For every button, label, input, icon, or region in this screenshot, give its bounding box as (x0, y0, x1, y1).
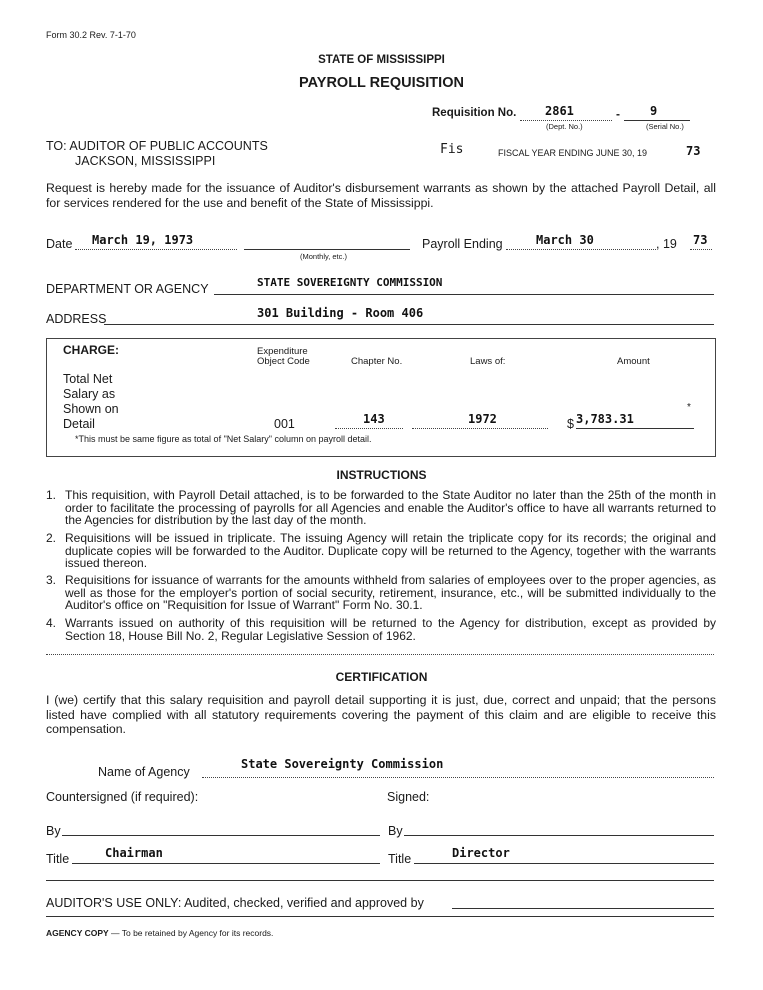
object-code-value: 001 (274, 417, 295, 431)
payroll-ending-value[interactable]: March 30 (536, 233, 594, 247)
date-label: Date (46, 237, 73, 251)
asterisk: * (687, 402, 691, 413)
by-signature-left[interactable] (62, 835, 380, 836)
laws-header: Laws of: (470, 356, 506, 367)
department-label: DEPARTMENT OR AGENCY (46, 282, 209, 296)
divider (46, 654, 714, 655)
object-code-header: Object Code (257, 356, 310, 367)
request-text: Request is hereby made for the issuance of Auditor's disbursement warrants as shown by the attached Payroll Detail, all for services rendered for the use and benefit of the State of Mississippi. (46, 181, 716, 210)
charge-label: CHARGE: (63, 343, 119, 357)
instruction-item: 3. Requisitions for issuance of warrants for the amounts withheld from salaries of employees over to the proper agencies, as well as those for the employer's portion of social security, retirement, insurance, etc., will be submitted individually to the Auditor's office on "Requisition for Issue of Warrant" Form No. 30.1. (46, 573, 716, 613)
title-value-right[interactable]: Director (452, 846, 510, 860)
by-label-left: By (46, 824, 61, 838)
footer-note: AGENCY COPY — To be retained by Agency for its records. (46, 928, 274, 938)
amount-value[interactable]: 3,783.31 (576, 412, 634, 426)
state-heading: STATE OF MISSISSIPPI (318, 54, 445, 66)
title-label-left: Title (46, 852, 70, 866)
to-address-line1: TO: AUDITOR OF PUBLIC ACCOUNTS (46, 139, 268, 153)
dept-no-caption: (Dept. No.) (546, 122, 583, 131)
agency-name-label: Name of Agency (98, 765, 190, 779)
date-value[interactable]: March 19, 1973 (92, 233, 194, 247)
fiscal-year-value: 73 (686, 144, 701, 158)
address-label: ADDRESS (46, 312, 107, 326)
instruction-item: 1. This requisition, with Payroll Detail attached, is to be forwarded to the State Auditor no later than the 25th of the month in order to facilitate the processing of payrolls for all Agencies and enable the Auditor's office to have all warrants returned to the Agencies for distribution by the last day of the month. (46, 488, 716, 528)
instruction-item: 2. Requisitions will be issued in triplicate. The issuing Agency will retain the triplicate copy for its records; the original and duplicate copies will be forwarded to the Auditor. Duplicate copy will be returned to the Agency, together with the warrants issued thereon. (46, 531, 716, 571)
by-label-right: By (388, 824, 403, 838)
dollar-sign: $ (567, 417, 574, 431)
serial-no-caption: (Serial No.) (646, 122, 684, 131)
by-signature-right[interactable] (404, 835, 714, 836)
fiscal-year-label: FISCAL YEAR ENDING JUNE 30, 19 (498, 148, 648, 158)
certification-text: I (we) certify that this salary requisition and payroll detail supporting it is just, due, correct and unpaid; that the persons listed have complied with all statutory requirements covering the payment of this claim and are eligible to receive this compensation. (46, 693, 716, 736)
divider (46, 880, 714, 881)
countersigned-label: Countersigned (if required): (46, 790, 199, 804)
fis-text: Fis (440, 142, 464, 157)
dash: - (616, 107, 620, 121)
monthly-caption: (Monthly, etc.) (300, 252, 347, 261)
chapter-header: Chapter No. (351, 356, 403, 367)
year-prefix: , 19 (656, 237, 677, 251)
title-label-right: Title (388, 852, 412, 866)
form-number: Form 30.2 Rev. 7-1-70 (46, 30, 136, 40)
auditor-approval-line[interactable] (452, 908, 714, 909)
instruction-item: 4. Warrants issued on authority of this requisition will be returned to the Agency for distribution, except as provided by Section 18, House Bill No. 2, Regular Legislative Session of 1962. (46, 616, 716, 643)
charge-note: *This must be same figure as total of "Net Salary" column on payroll detail. (75, 434, 372, 444)
certification-title: CERTIFICATION (335, 670, 428, 684)
signed-label: Signed: (387, 790, 430, 804)
payroll-ending-label: Payroll Ending (422, 237, 503, 251)
payroll-year-value[interactable]: 73 (693, 233, 708, 247)
auditor-use-label: AUDITOR'S USE ONLY: Audited, checked, verified and approved by (46, 896, 424, 910)
laws-value[interactable]: 1972 (468, 412, 497, 426)
agency-name-value[interactable]: State Sovereignty Commission (241, 757, 444, 771)
requisition-label: Requisition No. (432, 107, 517, 119)
department-value[interactable]: STATE SOVEREIGNTY COMMISSION (257, 276, 443, 289)
charge-row-label: Total Net Salary as Shown on Detail (63, 372, 119, 431)
amount-header: Amount (617, 356, 650, 367)
address-value[interactable]: 301 Building - Room 406 (257, 306, 424, 320)
expenditure-header: Expenditure (257, 346, 308, 357)
instructions-title: INSTRUCTIONS (336, 468, 427, 482)
dept-no-value: 2861 (545, 104, 574, 118)
chapter-value[interactable]: 143 (363, 412, 385, 426)
divider (46, 916, 714, 917)
to-address-line2: JACKSON, MISSISSIPPI (75, 154, 216, 168)
serial-no-value: 9 (650, 104, 658, 118)
title-value-left[interactable]: Chairman (105, 846, 163, 860)
page-title: PAYROLL REQUISITION (299, 75, 464, 91)
